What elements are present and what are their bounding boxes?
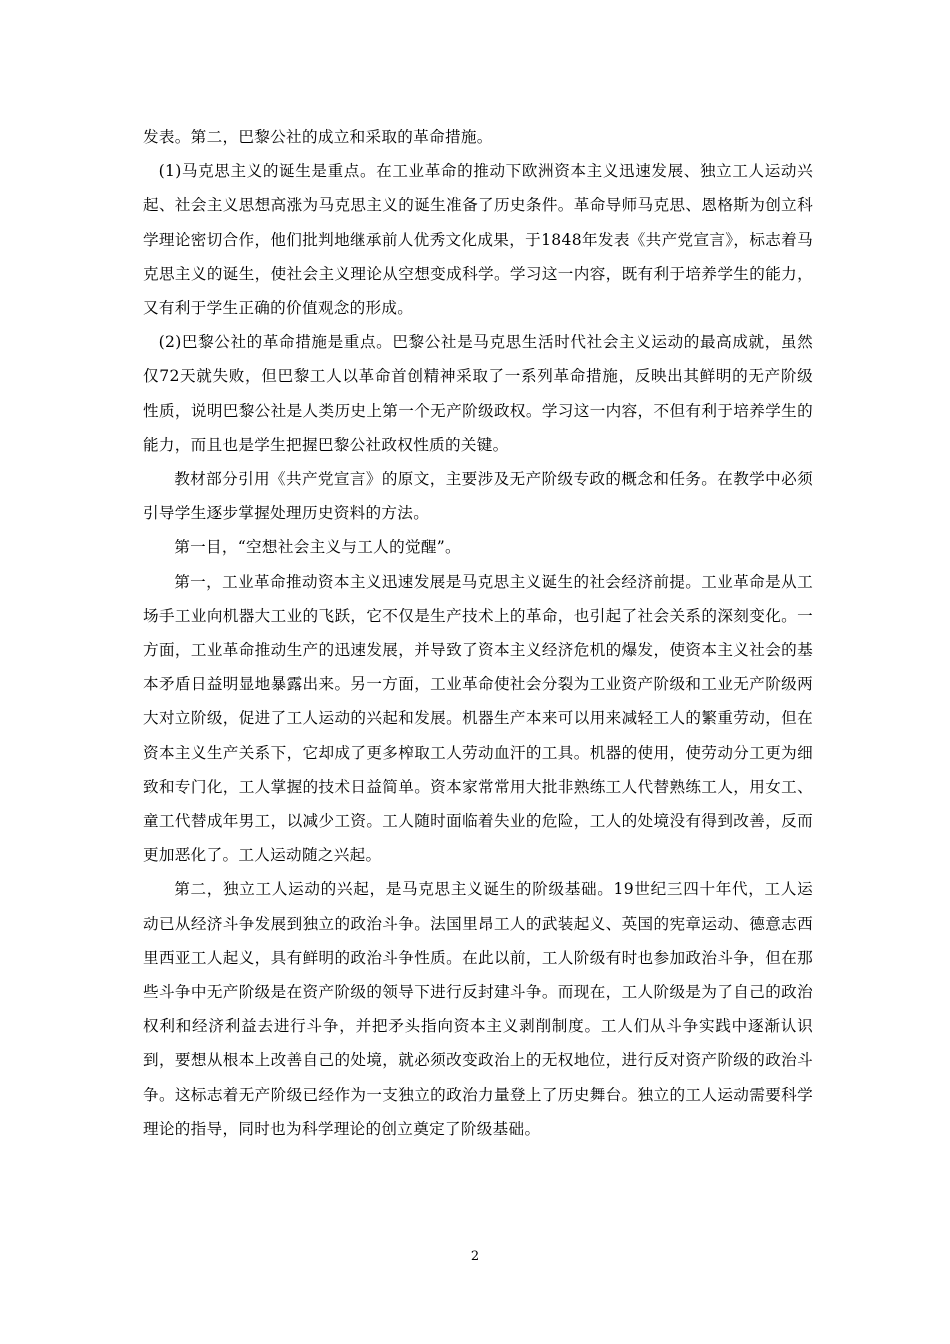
paragraph-second-point: 第二，独立工人运动的兴起，是马克思主义诞生的阶级基础。19世纪三四十年代，工人运动已从经济斗争发展到独立的政治斗争。法国里昂工人的武装起义、英国的宪章运动、德意志西里西亚工人起义，具有鲜明的政治斗争性质。在此以前，工人阶级有时也参加政治斗争，但在那些斗争中无产阶级是在资产阶级的领导下进行反封建斗争。而现在，工人阶级是为了自己的政治权利和经济利益去进行斗争，并把矛头指向资本主义剥削制度。工人们从斗争实践中逐渐认识到，要想从根本上改善自己的处境，就必须改变政治上的无权地位，进行反对资产阶级的政治斗争。这标志着无产阶级已经作为一支独立的政治力量登上了历史舞台。独立的工人运动需要科学理论的指导，同时也为科学理论的创立奠定了阶级基础。	[143, 880, 813, 1138]
paragraph-textbook-note: 教材部分引用《共产党宣言》的原文，主要涉及无产阶级专政的概念和任务。在教学中必须引导学生逐步掌握处理历史资料的方法。	[143, 470, 813, 523]
paragraph-first-point: 第一，工业革命推动资本主义迅速发展是马克思主义诞生的社会经济前提。工业革命是从工场手工业向机器大工业的飞跃，它不仅是生产技术上的革命，也引起了社会关系的深刻变化。一方面，工业革命推动生产的迅速发展，并导致了资本主义经济危机的爆发，使资本主义社会的基本矛盾日益明显地暴露出来。另一方面，工业革命使社会分裂为工业资产阶级和工业无产阶级两大对立阶级，促进了工人运动的兴起和发展。机器生产本来可以用来减轻工人的繁重劳动，但在资本主义生产关系下，它却成了更多榨取工人劳动血汗的工具。机器的使用，使劳动分工更为细致和专门化，工人掌握的技术日益简单。资本家常常用大批非熟练工人代替熟练工人，用女工、童工代替成年男工，以减少工资。工人随时面临着失业的危险，工人的处境没有得到改善，反而更加恶化了。工人运动随之兴起。	[143, 572, 813, 865]
paragraph-key-point-2: (2)巴黎公社的革命措施是重点。巴黎公社是马克思生活时代社会主义运动的最高成就，虽然仅72天就失败，但巴黎工人以革命首创精神采取了一系列革命措施，反映出其鲜明的无产阶级性质，说明巴黎公社是人类历史上第一个无产阶级政权。学习这一内容，不但有利于培养学生的能力，而且也是学生把握巴黎公社政权性质的关键。	[143, 333, 813, 454]
page-number: 2	[470, 1249, 480, 1264]
paragraph-key-point-1: (1)马克思主义的诞生是重点。在工业革命的推动下欧洲资本主义迅速发展、独立工人运动兴起、社会主义思想高涨为马克思主义的诞生准备了历史条件。革命导师马克思、恩格斯为创立科学理论密切合作，他们批判地继承前人优秀文化成果，于1848年发表《共产党宣言》，标志着马克思主义的诞生，使社会主义理论从空想变成科学。学习这一内容，既有利于培养学生的能力，又有利于学生正确的价值观念的形成。	[143, 162, 813, 318]
paragraph-continuation: 发表。第二，巴黎公社的成立和采取的革命措施。	[143, 128, 493, 146]
document-body	[143, 120, 813, 1146]
paragraph-section-heading: 第一目，“空想社会主义与工人的觉醒”。	[174, 538, 461, 557]
